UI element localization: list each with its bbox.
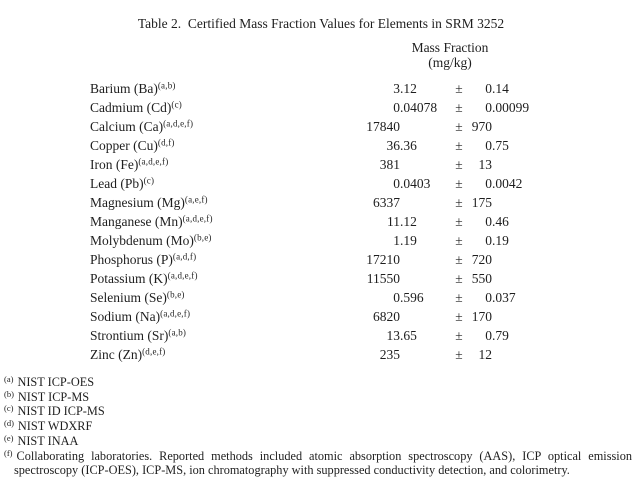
table-row <box>90 117 642 136</box>
footnote-refs-superscript: (a,d,f) <box>172 251 197 262</box>
plus-minus-symbol: ± <box>455 157 463 172</box>
element-name: Copper (Cu) <box>90 138 158 153</box>
uncertainty-integer-part: 0 <box>485 81 492 96</box>
element-name-cell <box>90 345 325 364</box>
footnote-marker: (f) <box>4 447 13 458</box>
plus-minus-symbol: ± <box>455 138 463 153</box>
plus-minus-symbol: ± <box>455 309 463 324</box>
plus-minus-symbol: ± <box>455 195 463 210</box>
element-name-cell <box>90 212 325 231</box>
table-row <box>90 345 642 364</box>
uncertainty-fraction-part: .00099 <box>492 100 530 115</box>
uncertainty-fraction-part: .19 <box>492 233 509 248</box>
uncertainty-integer-part: 720 <box>471 252 492 267</box>
uncertainty-integer-part: 0 <box>485 176 492 191</box>
value-fraction-part: .36 <box>400 138 417 153</box>
uncertainty-fraction-part <box>492 345 562 364</box>
footnote-item <box>4 434 632 449</box>
footnote-text: NIST WDXRF <box>17 419 93 434</box>
plus-minus-symbol: ± <box>455 271 463 286</box>
element-name: Manganese (Mn) <box>90 214 183 229</box>
footnote-item <box>4 375 632 390</box>
footnote-refs-superscript: (b,e) <box>193 232 212 243</box>
value-integer-part: 11 <box>387 214 400 229</box>
uncertainty-fraction-part: .037 <box>492 290 516 305</box>
value-fraction-part: .0403 <box>400 176 431 191</box>
table-row <box>90 193 642 212</box>
value-integer-part: 0 <box>393 290 400 305</box>
plus-minus-symbol: ± <box>455 328 463 343</box>
table-row <box>90 250 642 269</box>
uncertainty-fraction-part <box>492 117 562 136</box>
element-name-cell <box>90 155 325 174</box>
value-fraction-part <box>400 117 448 136</box>
value-integer-part: 3 <box>393 81 400 96</box>
footnote-marker: (c) <box>4 403 14 414</box>
plus-minus-symbol: ± <box>455 81 463 96</box>
footnote-text: NIST ICP-OES <box>17 375 95 389</box>
value-fraction-part <box>400 269 448 288</box>
element-name-cell <box>90 269 325 288</box>
element-name-cell <box>90 117 325 136</box>
value-integer-part: 13 <box>386 328 400 343</box>
footnote-text: NIST ID ICP-MS <box>17 404 105 419</box>
plus-minus-symbol: ± <box>455 100 463 115</box>
table-row <box>90 231 642 250</box>
footnote-refs-superscript: (a,d,e,f) <box>163 118 194 129</box>
uncertainty-fraction-part: .0042 <box>492 176 523 191</box>
footnotes-section <box>4 375 632 478</box>
value-integer-part: 11550 <box>366 271 400 286</box>
uncertainty-integer-part: 175 <box>471 195 492 210</box>
footnote-item <box>4 449 632 478</box>
element-name-cell <box>90 193 325 212</box>
footnote-marker: (d) <box>4 418 14 429</box>
value-fraction-part: .596 <box>400 290 424 305</box>
plus-minus-symbol: ± <box>455 233 463 248</box>
element-name: Zinc (Zn) <box>90 347 143 362</box>
uncertainty-fraction-part <box>492 250 562 269</box>
footnote-refs-superscript: (d,f) <box>157 137 175 148</box>
element-name-cell <box>90 174 325 193</box>
element-name-cell <box>90 79 325 98</box>
footnote-refs-superscript: (a,e,f) <box>184 194 208 205</box>
value-integer-part: 17840 <box>366 119 400 134</box>
element-name: Sodium (Na) <box>90 309 161 324</box>
footnote-item <box>4 404 632 419</box>
value-integer-part: 235 <box>379 347 400 362</box>
table-row <box>90 79 642 98</box>
footnote-text: Collaborating laboratories. Reported methods included atomic absorption spectroscopy (AAS), ICP optical emission spectroscopy (ICP-OES), ICP-MS, ion chromatography with suppressed conductivity detection, and colorimetry. <box>14 448 632 478</box>
footnote-marker: (b) <box>4 388 14 399</box>
element-name: Selenium (Se) <box>90 290 167 305</box>
column-header-line1: Mass Fraction <box>411 40 489 55</box>
value-fraction-part <box>400 345 448 364</box>
plus-minus-symbol: ± <box>455 176 463 191</box>
footnote-item <box>4 419 632 434</box>
element-name-cell <box>90 288 325 307</box>
element-name: Lead (Pb) <box>90 176 144 191</box>
value-integer-part: 1 <box>393 233 400 248</box>
value-fraction-part: .04078 <box>400 100 438 115</box>
element-name: Iron (Fe) <box>90 157 139 172</box>
uncertainty-integer-part: 0 <box>485 214 492 229</box>
value-fraction-part <box>400 155 448 174</box>
table-title: Table 2. Certified Mass Fraction Values for Elements in SRM 3252 <box>137 16 505 31</box>
footnote-refs-superscript: (c) <box>171 99 182 110</box>
uncertainty-integer-part: 12 <box>478 347 492 362</box>
table-row <box>90 174 642 193</box>
table-row <box>90 269 642 288</box>
table-row <box>90 155 642 174</box>
uncertainty-fraction-part: .46 <box>492 214 509 229</box>
element-name-cell <box>90 326 325 345</box>
value-integer-part: 0 <box>393 100 400 115</box>
element-name: Strontium (Sr) <box>90 328 169 343</box>
element-name-cell <box>90 250 325 269</box>
table-row <box>90 326 642 345</box>
uncertainty-integer-part: 0 <box>485 100 492 115</box>
uncertainty-fraction-part: .75 <box>492 138 509 153</box>
uncertainty-fraction-part <box>492 269 562 288</box>
value-fraction-part: .19 <box>400 233 417 248</box>
element-name: Calcium (Ca) <box>90 119 164 134</box>
uncertainty-fraction-part: .14 <box>492 81 509 96</box>
element-name: Molybdenum (Mo) <box>90 233 194 248</box>
footnote-item <box>4 390 632 405</box>
element-name: Barium (Ba) <box>90 81 158 96</box>
footnote-text: NIST INAA <box>17 433 79 448</box>
plus-minus-symbol: ± <box>455 290 463 305</box>
uncertainty-integer-part: 0 <box>485 138 492 153</box>
element-name-cell <box>90 136 325 155</box>
footnote-refs-superscript: (c) <box>143 175 155 186</box>
element-name: Cadmium (Cd) <box>90 100 172 115</box>
uncertainty-fraction-part: .79 <box>492 328 509 343</box>
uncertainty-fraction-part <box>492 193 562 212</box>
uncertainty-integer-part: 0 <box>485 233 492 248</box>
value-integer-part: 17210 <box>366 252 400 267</box>
value-fraction-part: .65 <box>400 328 417 343</box>
element-name: Potassium (K) <box>90 271 168 286</box>
value-fraction-part <box>400 307 448 326</box>
element-name-cell <box>90 307 325 326</box>
footnote-marker: (e) <box>4 432 14 443</box>
value-fraction-part <box>400 193 448 212</box>
table-row <box>90 98 642 117</box>
value-integer-part: 0 <box>393 176 400 191</box>
mass-fraction-column-header <box>325 40 575 70</box>
footnote-refs-superscript: (a,d,e,f) <box>182 213 213 224</box>
plus-minus-symbol: ± <box>455 252 463 267</box>
element-name: Magnesium (Mg) <box>90 195 185 210</box>
plus-minus-symbol: ± <box>455 347 463 362</box>
uncertainty-integer-part: 0 <box>485 290 492 305</box>
footnote-text: NIST ICP-MS <box>17 389 90 404</box>
value-fraction-part: .12 <box>400 81 417 96</box>
column-header-line2: (mg/kg) <box>428 55 472 70</box>
value-integer-part: 36 <box>386 138 400 153</box>
footnote-refs-superscript: (a,d,e,f) <box>160 308 191 319</box>
footnote-refs-superscript: (a,d,e,f) <box>167 270 198 281</box>
element-name-cell <box>90 98 325 117</box>
element-name-cell <box>90 231 325 250</box>
plus-minus-symbol: ± <box>455 214 463 229</box>
table-row <box>90 212 642 231</box>
uncertainty-integer-part: 550 <box>471 271 492 286</box>
uncertainty-integer-part: 0 <box>485 328 492 343</box>
uncertainty-fraction-part <box>492 155 562 174</box>
footnote-refs-superscript: (a,b) <box>168 327 187 338</box>
footnote-refs-superscript: (b,e) <box>166 289 185 300</box>
footnote-refs-superscript: (a,d,e,f) <box>138 156 169 167</box>
footnote-refs-superscript: (a,b) <box>157 80 176 91</box>
footnote-marker: (a) <box>4 374 14 384</box>
footnote-refs-superscript: (d,e,f) <box>142 346 166 357</box>
uncertainty-fraction-part <box>492 307 562 326</box>
element-name: Phosphorus (P) <box>90 252 173 267</box>
value-integer-part: 6337 <box>373 195 400 210</box>
element-table <box>90 79 642 364</box>
uncertainty-integer-part: 170 <box>471 309 492 324</box>
value-fraction-part <box>400 250 448 269</box>
table-row <box>90 307 642 326</box>
uncertainty-integer-part: 970 <box>471 119 492 134</box>
uncertainty-integer-part: 13 <box>478 157 492 172</box>
value-integer-part: 6820 <box>373 309 400 324</box>
value-integer-part: 381 <box>379 157 400 172</box>
table-row <box>90 288 642 307</box>
table-row <box>90 136 642 155</box>
plus-minus-symbol: ± <box>455 119 463 134</box>
value-fraction-part: .12 <box>400 214 417 229</box>
